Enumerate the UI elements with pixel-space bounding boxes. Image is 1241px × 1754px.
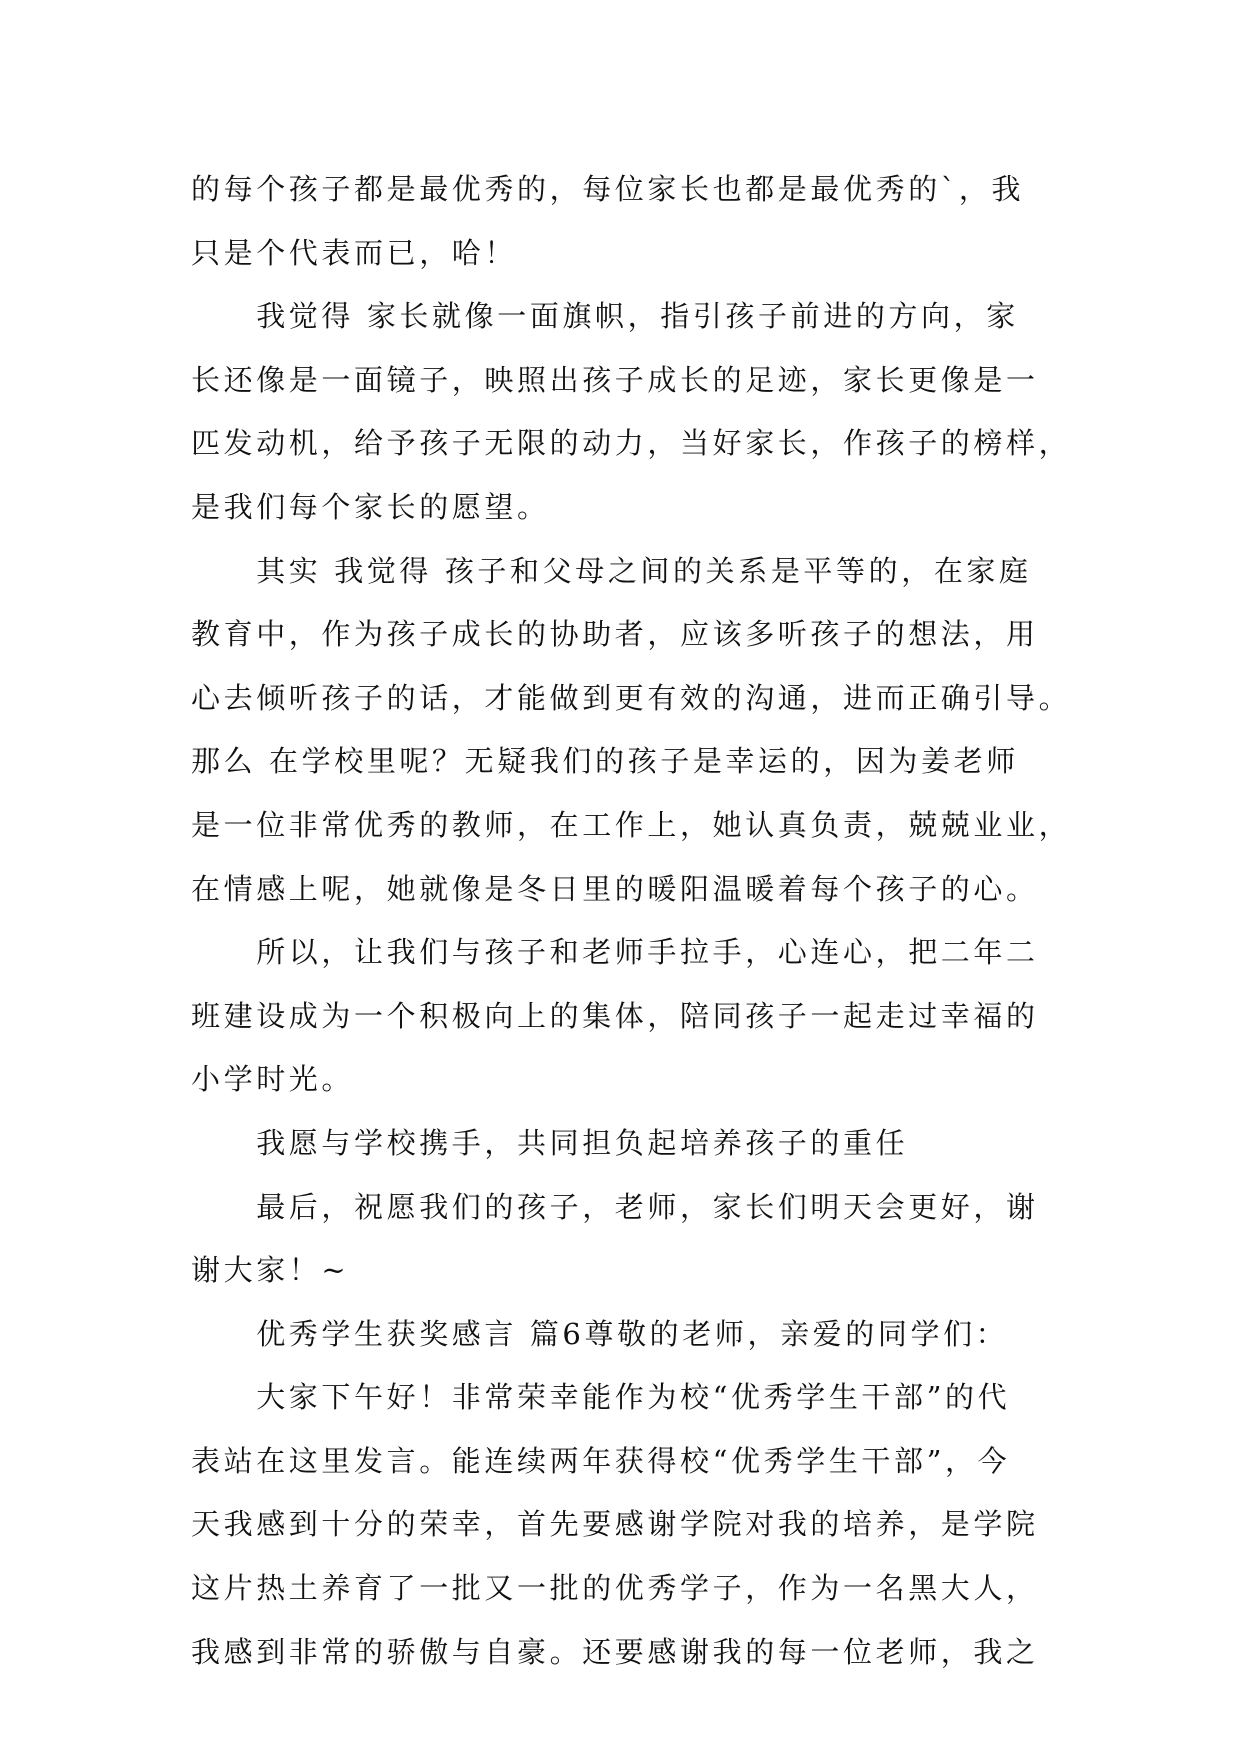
text-line: 班建设成为一个积极向上的集体，陪同孩子一起走过幸福的 xyxy=(191,998,1039,1033)
text-line: 其实 我觉得 孩子和父母之间的关系是平等的，在家庭 xyxy=(191,553,1032,588)
text-line: 在情感上呢，她就像是冬日里的暖阳温暖着每个孩子的心。 xyxy=(191,871,1039,906)
text-line: 是我们每个家长的愿望。 xyxy=(191,489,550,524)
text-line: 长还像是一面镜子，映照出孩子成长的足迹，家长更像是一 xyxy=(191,362,1039,397)
text-line: 小学时光。 xyxy=(191,1062,355,1097)
text-line: 谢大家！~ xyxy=(191,1253,350,1288)
text-line: 的每个孩子都是最优秀的，每位家长也都是最优秀的`，我 xyxy=(191,172,1025,206)
text-line: 只是个代表而已，哈！ xyxy=(191,235,518,270)
text-line: 优秀学生获奖感言 篇6尊敬的老师，亲爱的同学们： xyxy=(191,1316,1009,1351)
text-line: 我感到非常的骄傲与自豪。还要感谢我的每一位老师，我之 xyxy=(191,1634,1039,1669)
text-line: 最后，祝愿我们的孩子，老师，家长们明天会更好，谢 xyxy=(191,1189,1039,1224)
text-line: 那么 在学校里呢？无疑我们的孩子是幸运的，因为姜老师 xyxy=(191,744,1019,779)
text-line: 所以，让我们与孩子和老师手拉手，心连心，把二年二 xyxy=(191,935,1039,970)
text-line: 这片热土养育了一批又一批的优秀学子，作为一名黑大人， xyxy=(191,1571,1039,1606)
text-line: 匹发动机，给予孩子无限的动力，当好家长，作孩子的榜样， xyxy=(191,426,1072,461)
text-line: 我愿与学校携手，共同担负起培养孩子的重任 xyxy=(191,1125,909,1160)
text-line: 表站在这里发言。能连续两年获得校“优秀学生干部”，今 xyxy=(191,1443,1011,1478)
text-line: 我觉得 家长就像一面旗帜，指引孩子前进的方向，家 xyxy=(191,299,1019,334)
text-line: 教育中，作为孩子成长的协助者，应该多听孩子的想法，用 xyxy=(191,617,1039,652)
text-line: 是一位非常优秀的教师，在工作上，她认真负责，兢兢业业， xyxy=(191,807,1072,842)
text-line: 天我感到十分的荣幸，首先要感谢学院对我的培养，是学院 xyxy=(191,1507,1039,1542)
text-line: 大家下午好！非常荣幸能作为校“优秀学生干部”的代 xyxy=(191,1380,1011,1415)
text-line: 心去倾听孩子的话，才能做到更有效的沟通，进而正确引导。 xyxy=(191,680,1072,715)
body-text xyxy=(191,158,1072,1684)
